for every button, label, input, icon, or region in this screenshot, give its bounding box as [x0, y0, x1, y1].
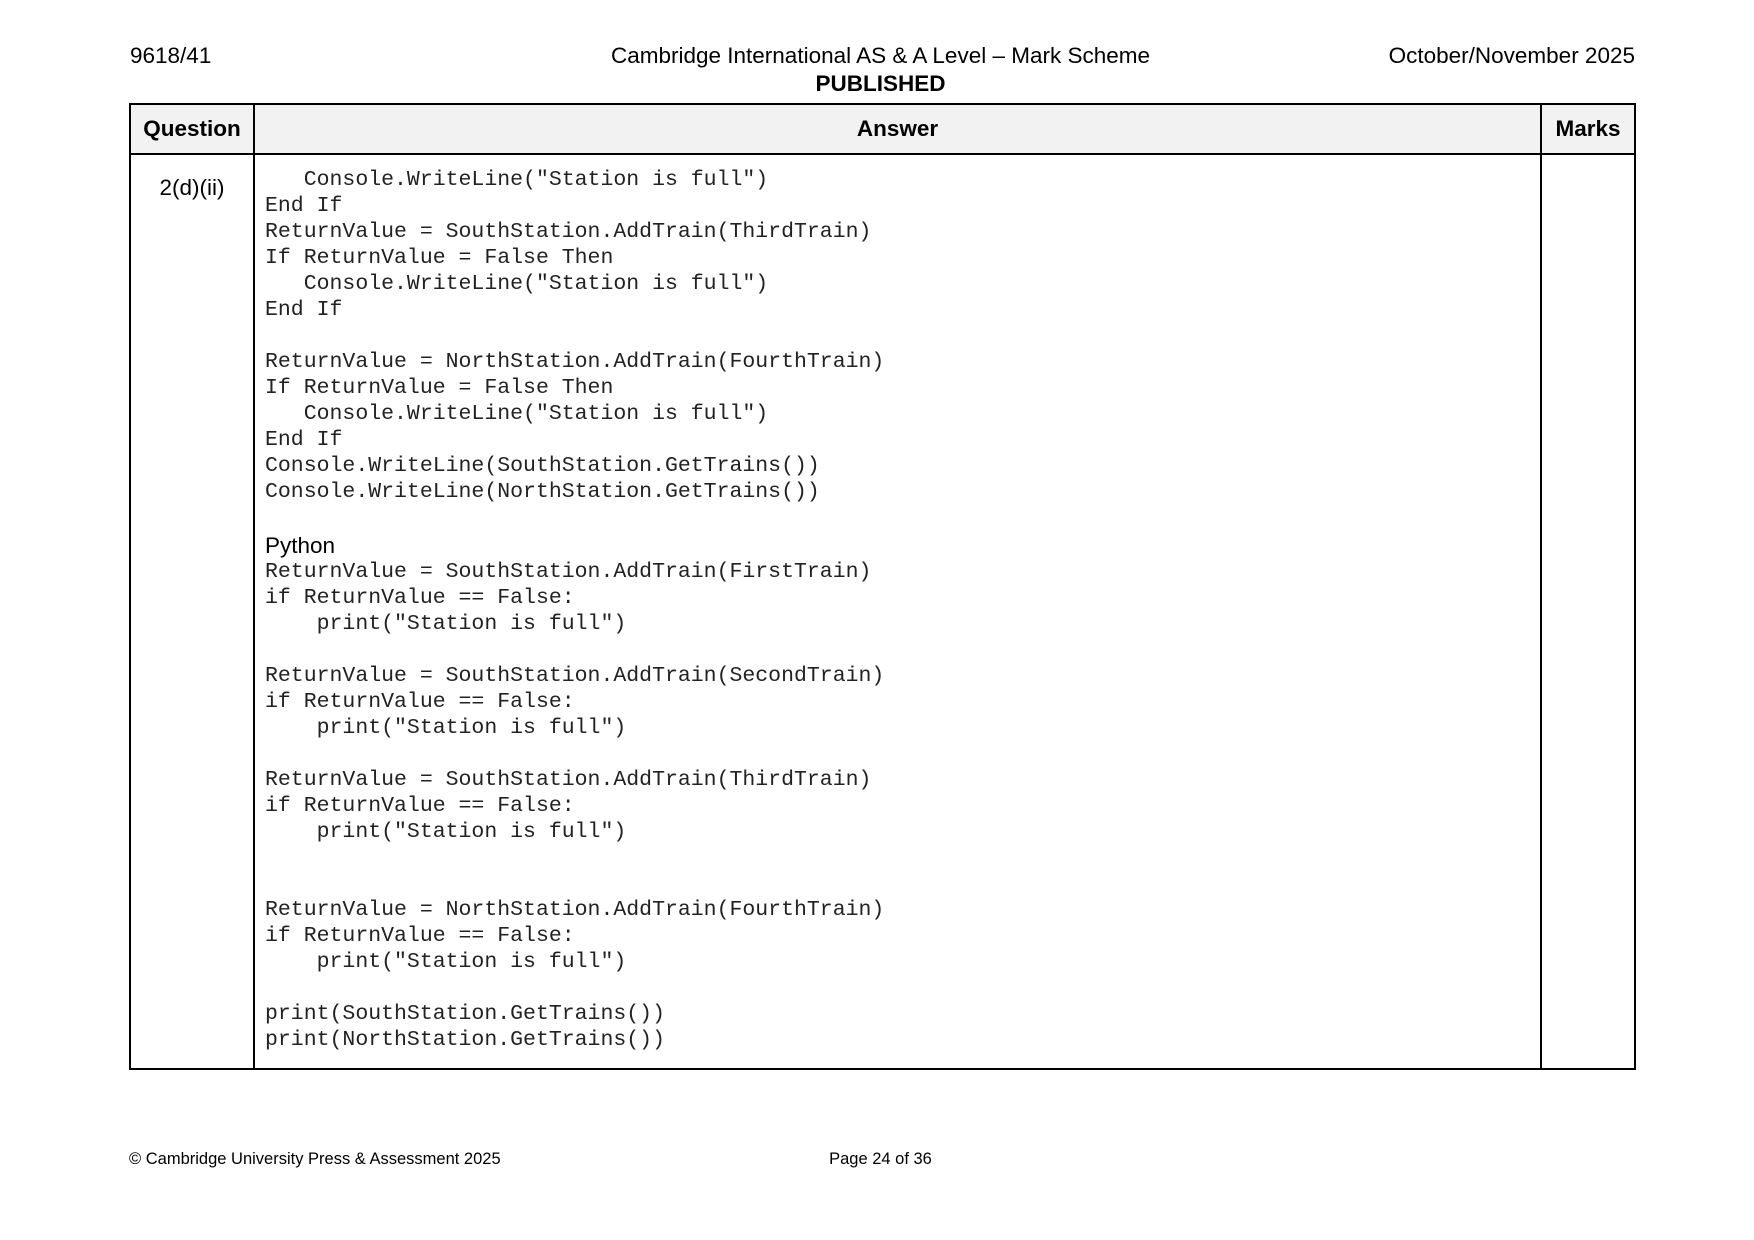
- copyright-notice: © Cambridge University Press & Assessment 2025: [129, 1150, 501, 1168]
- mark-scheme-table: [129, 103, 1636, 1070]
- question-cell: [130, 154, 254, 1069]
- python-code-block: ReturnValue = SouthStation.AddTrain(ThirdTrain) if ReturnValue == False: print("Station is full"): [265, 768, 872, 844]
- published-status: PUBLISHED: [815, 71, 946, 96]
- paper-code: 9618/41: [130, 43, 212, 68]
- document-title: Cambridge International AS & A Level – Mark Scheme: [610, 43, 1151, 68]
- vb-code-block: Console.WriteLine("Station is full") End If ReturnValue = SouthStation.AddTrain(ThirdTrain) If ReturnValue = False Then Console.WriteLine("Station is full") End If: [265, 168, 872, 322]
- exam-session: October/November 2025: [1388, 43, 1635, 68]
- marks-column-header: Marks: [1541, 104, 1635, 154]
- python-code-block: ReturnValue = NorthStation.AddTrain(FourthTrain) if ReturnValue == False: print("Station is full"): [265, 898, 885, 974]
- python-label: Python: [265, 533, 336, 558]
- question-column-header: Question: [130, 104, 254, 154]
- answer-cell: [254, 154, 1541, 1069]
- page-number: Page 24 of 36: [829, 1150, 932, 1168]
- python-code-block: print(SouthStation.GetTrains()) print(NorthStation.GetTrains()): [265, 1002, 665, 1052]
- answer-column-header: Answer: [254, 104, 1541, 154]
- python-code-block: ReturnValue = SouthStation.AddTrain(SecondTrain) if ReturnValue == False: print("Station is full"): [265, 664, 885, 740]
- python-code-block: ReturnValue = SouthStation.AddTrain(FirstTrain) if ReturnValue == False: print("Station is full"): [265, 560, 872, 636]
- vb-code-block: ReturnValue = NorthStation.AddTrain(FourthTrain) If ReturnValue = False Then Console.WriteLine("Station is full") End If Console.WriteLine(SouthStation.GetTrains()) Console.WriteLine(NorthStation.GetTrains()): [265, 350, 885, 504]
- marks-cell: [1541, 154, 1635, 1069]
- question-number: 2(d)(ii): [159, 175, 225, 200]
- table-header-row: [130, 104, 1635, 154]
- table-row: [130, 154, 1635, 1069]
